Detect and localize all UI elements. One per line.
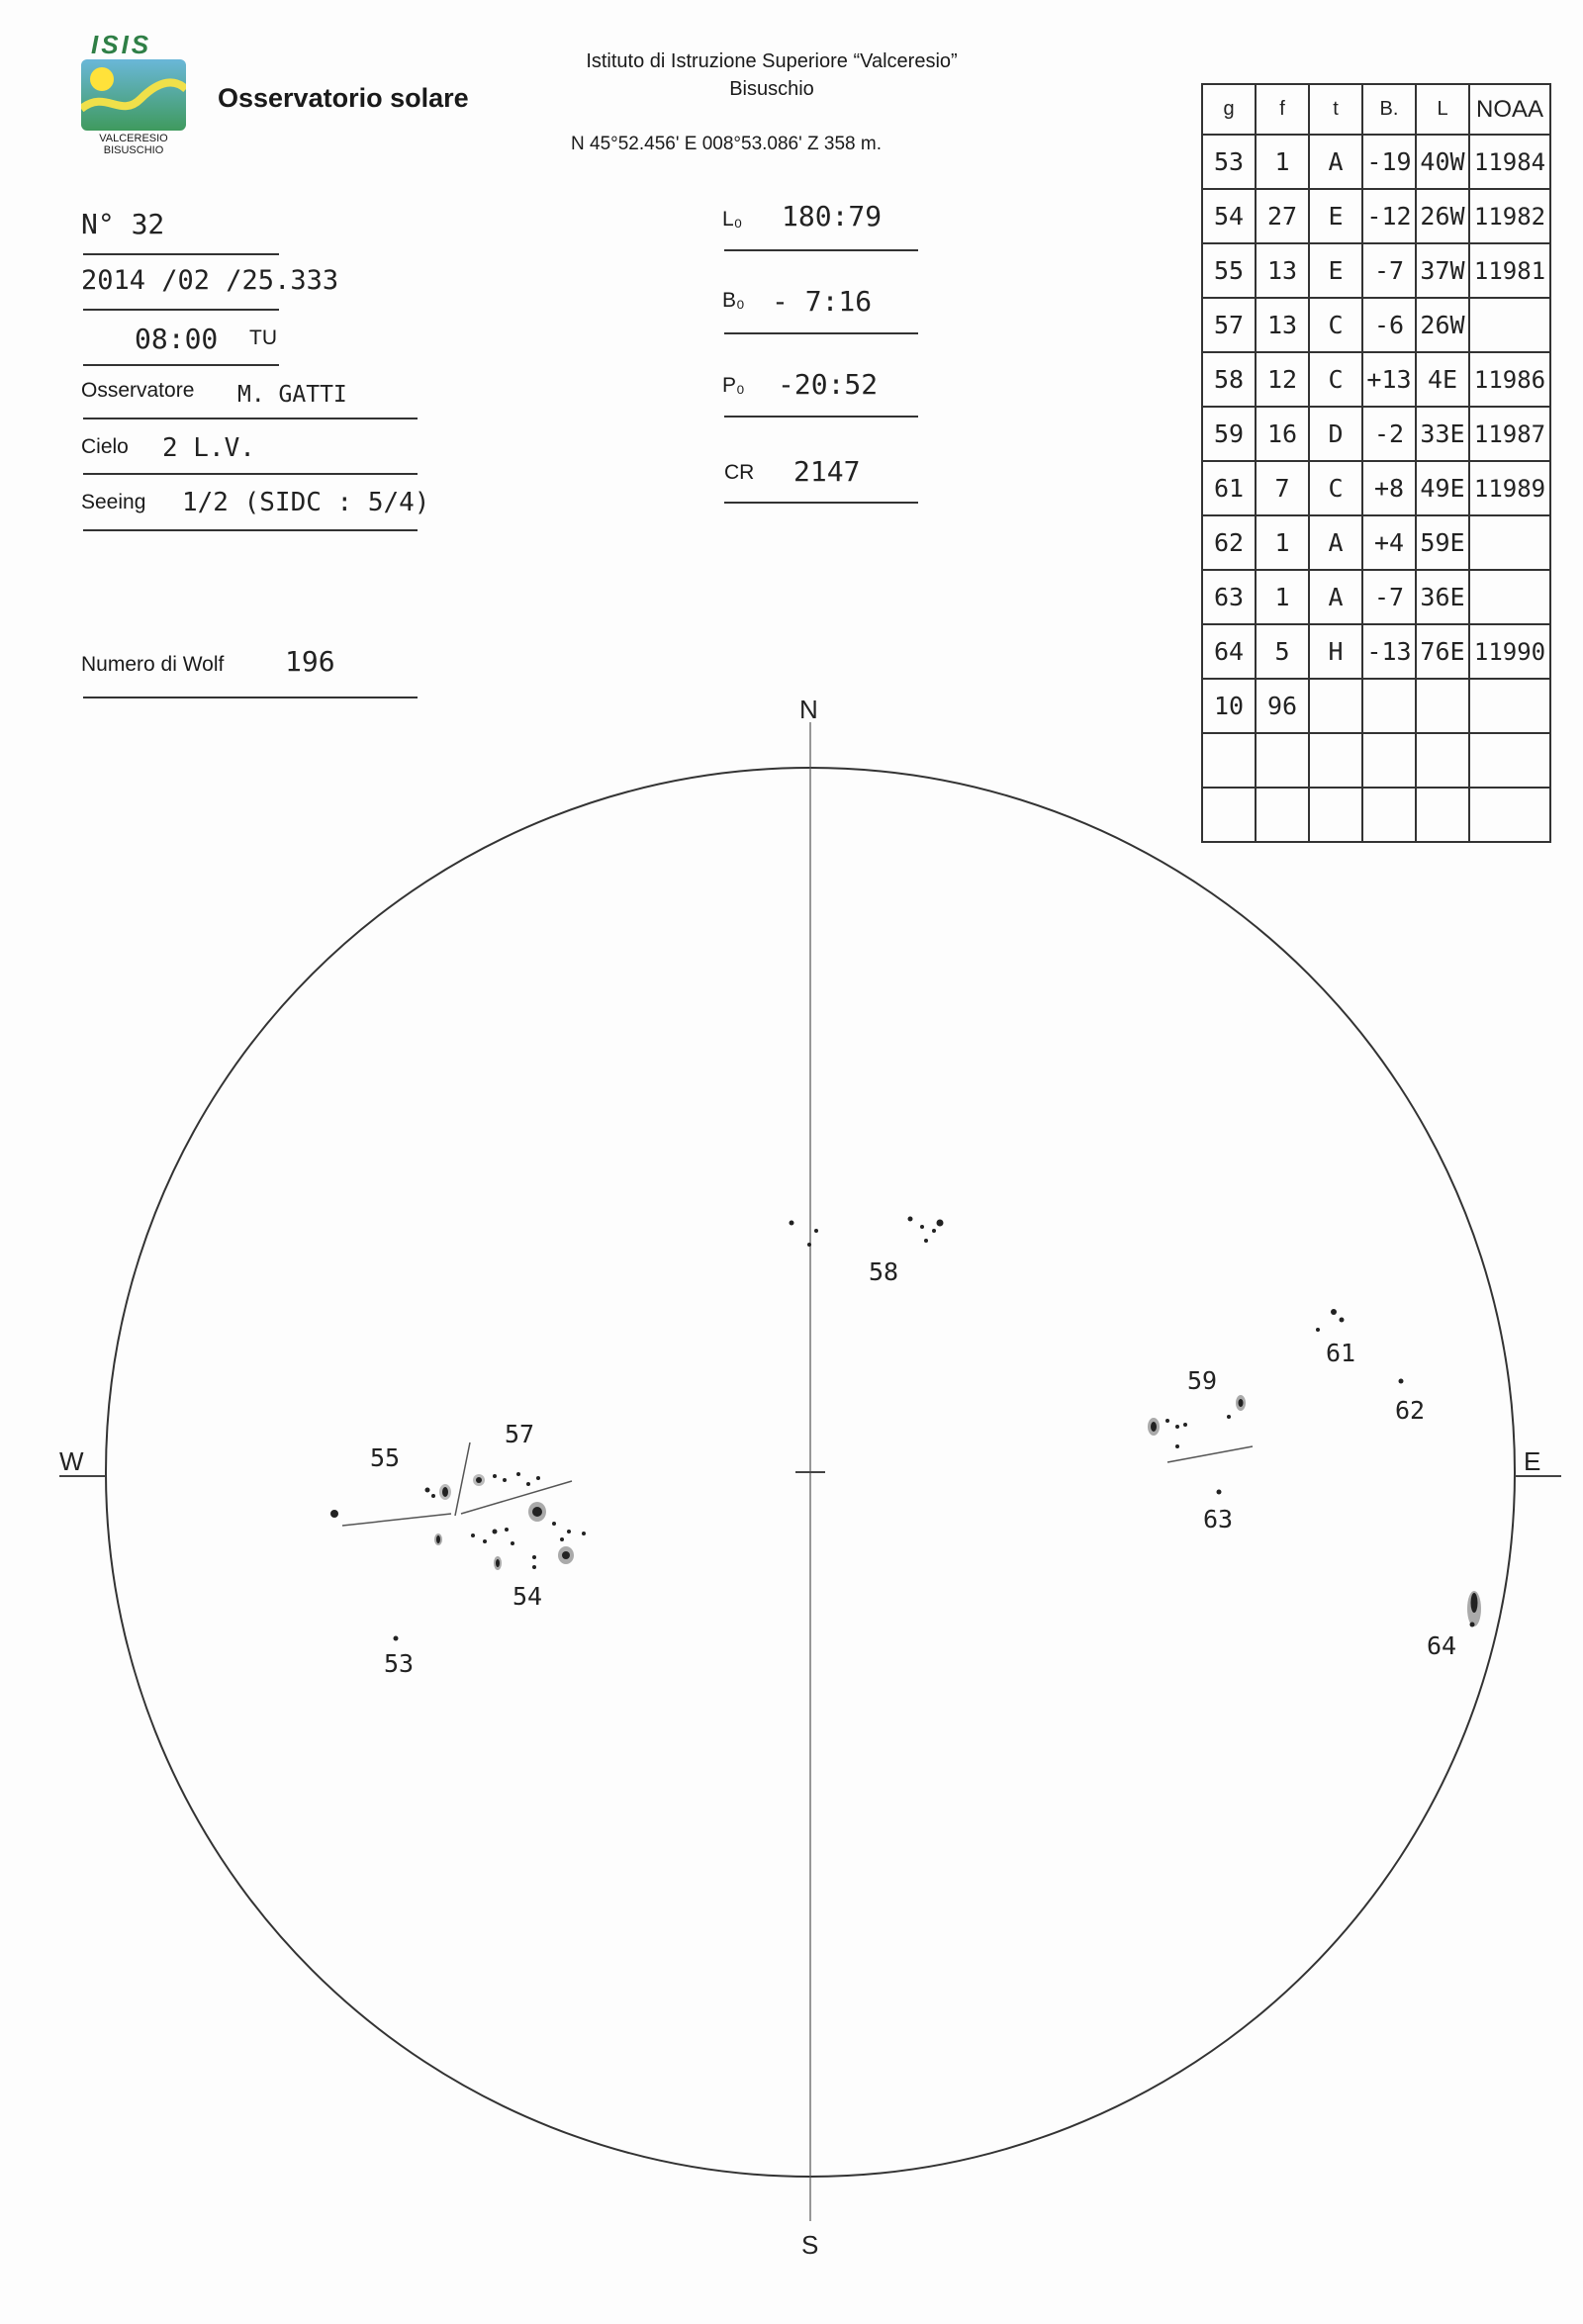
table-cell: 53 — [1202, 135, 1256, 189]
table-cell: 33E — [1416, 407, 1469, 461]
table-cell: 57 — [1202, 298, 1256, 352]
table-cell: 40W — [1416, 135, 1469, 189]
table-header-cell: f — [1256, 84, 1309, 135]
table-cell: 58 — [1202, 352, 1256, 407]
sky-label: Cielo — [81, 435, 129, 458]
table-cell: 12 — [1256, 352, 1309, 407]
report-number: N° 32 — [81, 208, 165, 240]
table-cell: 37W — [1416, 243, 1469, 298]
wolf-number-value: 196 — [285, 645, 335, 678]
table-header-cell: t — [1309, 84, 1362, 135]
table-cell: 76E — [1416, 624, 1469, 679]
sunspots-group-64 — [1467, 1591, 1481, 1627]
table-cell: D — [1309, 407, 1362, 461]
p0-label: P₀ — [722, 374, 745, 397]
table-cell: A — [1309, 570, 1362, 624]
table-cell: 7 — [1256, 461, 1309, 515]
table-cell: -7 — [1362, 570, 1416, 624]
table-cell: 55 — [1202, 243, 1256, 298]
group-label-63: 63 — [1203, 1505, 1234, 1534]
table-cell: -2 — [1362, 407, 1416, 461]
seeing-value: 1/2 (SIDC : 5/4) — [182, 488, 430, 517]
table-cell: C — [1309, 298, 1362, 352]
east-label: E — [1524, 1446, 1541, 1476]
table-cell: 62 — [1202, 515, 1256, 570]
logo-wordmark: ISIS — [91, 30, 152, 59]
group-label-64: 64 — [1427, 1631, 1457, 1660]
south-label: S — [801, 2230, 819, 2260]
table-cell: 49E — [1416, 461, 1469, 515]
table-cell: 16 — [1256, 407, 1309, 461]
table-cell: -7 — [1362, 243, 1416, 298]
table-header-cell: g — [1202, 84, 1256, 135]
carrington-label: CR — [724, 461, 755, 484]
table-cell: 54 — [1202, 189, 1256, 243]
observer-label: Osservatore — [81, 379, 195, 402]
table-cell: 27 — [1256, 189, 1309, 243]
table-cell: 11990 — [1469, 624, 1550, 679]
group-label-61: 61 — [1326, 1339, 1356, 1367]
institute-town: Bisuschio — [729, 78, 814, 100]
observation-time: 08:00 — [135, 323, 219, 355]
table-cell: -19 — [1362, 135, 1416, 189]
table-cell: 63 — [1202, 570, 1256, 624]
observation-date: 2014 /02 /25.333 — [81, 265, 339, 296]
group-label-62: 62 — [1395, 1396, 1426, 1425]
table-cell: -6 — [1362, 298, 1416, 352]
group-label-54: 54 — [512, 1582, 543, 1611]
west-label: W — [59, 1446, 84, 1476]
table-cell: +4 — [1362, 515, 1416, 570]
table-cell: 13 — [1256, 243, 1309, 298]
l0-label: L₀ — [722, 208, 743, 231]
table-cell: 64 — [1202, 624, 1256, 679]
table-cell: 11986 — [1469, 352, 1550, 407]
table-cell: 10 — [1202, 679, 1256, 733]
station-coordinates: N 45°52.456' E 008°53.086' Z 358 m. — [571, 134, 882, 154]
table-cell: 5 — [1256, 624, 1309, 679]
north-label: N — [799, 695, 818, 724]
sunspots-group-54 — [434, 1502, 586, 1570]
table-cell: E — [1309, 243, 1362, 298]
sunspot-62 — [1399, 1379, 1404, 1384]
group-label-57: 57 — [505, 1420, 535, 1448]
table-cell: 11989 — [1469, 461, 1550, 515]
group-label-59: 59 — [1187, 1366, 1218, 1395]
carrington-value: 2147 — [793, 455, 861, 488]
sunspots-group-59 — [1148, 1395, 1253, 1462]
group-label-58: 58 — [869, 1257, 899, 1286]
sunspots-group-58 — [790, 1217, 944, 1248]
sky-value: 2 L.V. — [162, 433, 255, 463]
table-cell: 26W — [1416, 189, 1469, 243]
seeing-label: Seeing — [81, 491, 146, 513]
b0-value: - 7:16 — [772, 285, 873, 318]
table-cell: 1 — [1256, 135, 1309, 189]
table-cell: 11984 — [1469, 135, 1550, 189]
table-cell: C — [1309, 461, 1362, 515]
table-cell: A — [1309, 135, 1362, 189]
table-cell: 36E — [1416, 570, 1469, 624]
table-cell: 26W — [1416, 298, 1469, 352]
table-cell: 4E — [1416, 352, 1469, 407]
table-cell: A — [1309, 515, 1362, 570]
institute-name: Istituto di Istruzione Superiore “Valceresio” — [586, 50, 958, 72]
table-cell: H — [1309, 624, 1362, 679]
table-cell: 11982 — [1469, 189, 1550, 243]
logo-subtitle-1: VALCERESIO — [99, 133, 168, 144]
table-cell: C — [1309, 352, 1362, 407]
table-header-cell: L — [1416, 84, 1469, 135]
logo-subtitle-2: BISUSCHIO — [103, 144, 164, 156]
l0-value: 180:79 — [782, 200, 883, 232]
table-cell: 96 — [1256, 679, 1309, 733]
table-cell: 11981 — [1469, 243, 1550, 298]
group-label-55: 55 — [370, 1443, 401, 1472]
table-cell: 59E — [1416, 515, 1469, 570]
table-cell: 59 — [1202, 407, 1256, 461]
sunspot-63 — [1217, 1490, 1222, 1495]
table-cell: 61 — [1202, 461, 1256, 515]
observer-name: M. GATTI — [237, 382, 347, 408]
wolf-number-label: Numero di Wolf — [81, 653, 225, 676]
table-cell: 1 — [1256, 515, 1309, 570]
table-cell: 13 — [1256, 298, 1309, 352]
p0-value: -20:52 — [778, 368, 879, 401]
observatory-title: Osservatorio solare — [218, 83, 469, 113]
sunspots-group-61 — [1316, 1309, 1345, 1332]
sunspot-53 — [394, 1636, 399, 1641]
table-cell: +8 — [1362, 461, 1416, 515]
table-cell: +13 — [1362, 352, 1416, 407]
group-label-53: 53 — [384, 1649, 415, 1678]
table-cell: 1 — [1256, 570, 1309, 624]
table-cell: E — [1309, 189, 1362, 243]
table-header-cell: B. — [1362, 84, 1416, 135]
table-cell: 11987 — [1469, 407, 1550, 461]
time-unit: TU — [249, 326, 277, 349]
table-header-cell: NOAA — [1469, 84, 1550, 135]
table-cell: -12 — [1362, 189, 1416, 243]
table-cell: -13 — [1362, 624, 1416, 679]
b0-label: B₀ — [722, 289, 745, 312]
